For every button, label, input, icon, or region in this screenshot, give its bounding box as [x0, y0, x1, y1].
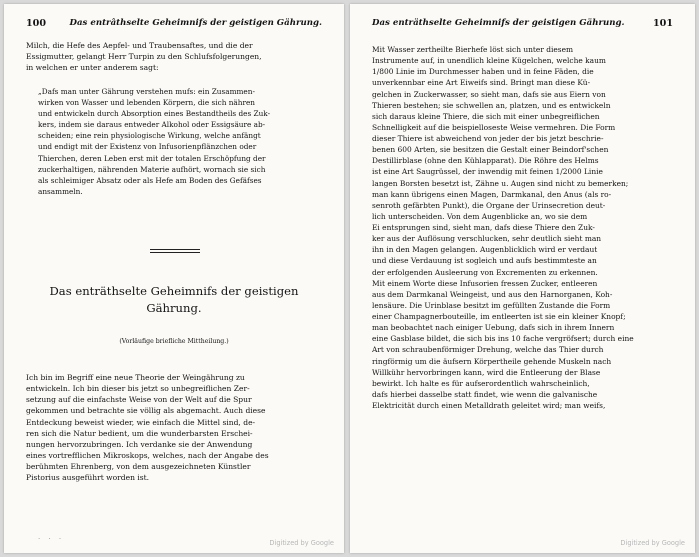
text-line: scheiden; eine rein physiologische Wirkung, welche anfängt	[38, 131, 261, 141]
text-line: eine Gasblase bildet, die sich bis ins 10 fache vergröfsert; durch eine	[372, 334, 634, 344]
text-line: Entdeckung beweist wieder, wie einfach die Mittel sind, de-	[26, 417, 256, 427]
page-number: 101	[652, 18, 673, 29]
text-line: berühmten Ehrenberg, von dem ausgezeichneten Künstler	[26, 462, 251, 472]
text-line: ringförmig um die äufsern Körpertheile gehende Muskeln nach	[372, 356, 612, 366]
intro-text	[26, 40, 322, 73]
text-line: Thieren bestehen; sie schwellen an, platzen, und es entwickeln	[372, 100, 611, 110]
text-line: einer Champagnerbouteille, im entleerten ist sie ein kleiner Knopf;	[372, 312, 626, 321]
article-subnote: (Vorläufige briefliche Mittheilung.)	[119, 338, 229, 345]
text-line: senroth gefärbten Punkt), die Organe der Urinsecretion deut-	[372, 200, 606, 210]
article-body	[26, 372, 322, 484]
text-line: Ei entsprungen sind, sieht man, dafs diese Thiere den Zuk-	[372, 223, 595, 232]
running-head	[26, 18, 322, 29]
text-line: unverkennbar eine Art Eiweifs sind. Bringt man diese Kü-	[372, 78, 591, 88]
text-line: als schleimiger Absatz oder als Hefe am Boden des Gefäfses	[38, 175, 262, 185]
page-body	[372, 44, 673, 411]
text-line: Essigmutter, gelangt Herr Turpin zu den Schlufsfolgerungen,	[26, 52, 262, 62]
text-line: dafs hierbei dasselbe statt findet, wie wenn die galvanische	[372, 389, 598, 399]
running-head	[372, 18, 673, 29]
text-line: Mit Wasser zertheilte Bierhefe löst sich unter diesem	[372, 45, 574, 54]
text-line: und entwickeln durch Absorption eines Bestandtheils des Zuk-	[38, 109, 271, 119]
text-line: man kann übrigens einen Magen, Darmkanal, den Anus (als ro-	[372, 189, 612, 199]
text-line: aus dem Darmkanal Weingeist, und aus den Harnorganen, Koh-	[372, 289, 613, 299]
page-number: 100	[26, 18, 47, 29]
text-line: lensäure. Die Urinblase besitzt im gefüllten Zustande die Form	[372, 300, 611, 310]
running-head-title: Das entrâthselte Geheimnifs der geistigen Gährung.	[69, 18, 322, 28]
left-page	[4, 4, 344, 553]
text-line: in welchen er unter anderem sagt:	[26, 63, 159, 73]
google-watermark: Digitized by Google	[269, 539, 334, 547]
text-line: ker aus der Auflösung verschlucken, sehr deutlich sieht man	[372, 234, 602, 244]
text-line: der erfolgenden Ausleerung von Excrementen zu erkennen.	[372, 267, 598, 277]
text-line: Elektricität durch einen Metalldrath geleitet wird; man weifs,	[372, 401, 606, 410]
text-line: und diese Verdauung ist sogleich und aufs bestimmteste an	[372, 256, 597, 266]
text-line: zuckerhaltigen, nährenden Materie aufhört, wornach sie sich	[38, 164, 266, 174]
text-line: Art von schraubenförmiger Drehung, welche das Thier durch	[372, 345, 604, 355]
text-line: bewirkt. Ich halte es für aufserordentlich wahrscheinlich,	[372, 378, 590, 388]
text-line: ist eine Art Saugrüssel, der inwendig mit feinen 1/2000 Linie	[372, 167, 603, 177]
text-line: ansammeln.	[38, 186, 83, 196]
page-marks: · · ·	[38, 535, 65, 543]
google-watermark: Digitized by Google	[620, 539, 685, 547]
text-line: lich unterscheiden. Von dem Augenblicke an, wo sie dem	[372, 211, 588, 221]
section-divider	[150, 252, 200, 253]
text-line: langen Borsten besetzt ist, Zähne u. Augen sind nicht zu bemerken;	[372, 178, 629, 188]
running-head-title: Das enträthselte Geheimnifs der geistigen Gährung.	[372, 18, 625, 28]
text-line: Schnelligkeit auf die beispielloseste Weise vermehren. Die Form	[372, 122, 616, 132]
text-line: Pistorius ausgeführt worden ist.	[26, 473, 150, 483]
text-line: wirken von Wasser und lebenden Körpern, die sich nähren	[38, 98, 255, 108]
article-title	[28, 283, 320, 317]
quotation	[38, 86, 320, 197]
text-line: sich daraus kleine Thiere, die sich mit einer unbegreiflichen	[372, 111, 600, 121]
text-line: kers, indem sie daraus entweder Alkohol oder Essigsäure ab-	[38, 120, 266, 130]
text-line: ihn in den Magen gelangen. Augenblicklich wird er verdaut	[372, 245, 598, 255]
article-title-line: Gährung.	[146, 301, 202, 315]
text-line: dieser Thiere ist abweichend von jeder der bis jetzt beschrie-	[372, 134, 604, 143]
text-line: benen 600 Arten, sie besitzen die Gestalt einer Beindorf'schen	[372, 145, 609, 155]
text-line: man beobachtet nach einiger Uebung, dafs sich in ihrem Innern	[372, 323, 615, 333]
text-line: entwickeln. Ich bin dieser bis jetzt so unbegreiflichen Zer-	[26, 384, 250, 394]
text-line: gelchen in Zuckerwasser, so sieht man, dafs sie aus Eiern von	[372, 89, 606, 99]
text-line: Thierchen, deren Leben erst mit der totalen Erschöpfung der	[38, 153, 266, 163]
article-title-line: Das enträthselte Geheimnifs der geistigen	[49, 284, 299, 298]
text-line: setzung auf die einfachste Weise von der Welt auf die Spur	[26, 395, 252, 405]
text-line: eines vortrefflichen Mikroskops, welches, nach der Angabe des	[26, 451, 269, 461]
text-line: „Dafs man unter Gährung verstehen mufs: ein Zusammen-	[38, 87, 255, 96]
text-line: gekommen und betrachte sie völlig als abgemacht. Auch diese	[26, 406, 266, 416]
text-line: und endigt mit der Existenz von Infusorienpflänzchen oder	[38, 142, 257, 152]
text-line: Milch, die Hefe des Aepfel- und Traubensaftes, und die der	[26, 41, 253, 50]
text-line: Willkühr hervorbringen kann, wird die Entleerung der Blase	[372, 367, 601, 377]
text-line: ren sich die Natur bedient, um die wunderbarsten Erschei-	[26, 428, 253, 438]
text-line: Instrumente auf, in unendlich kleine Kügelchen, welche kaum	[372, 56, 606, 66]
text-line: 1/800 Linie im Durchmesser haben und in feine Fäden, die	[372, 67, 594, 77]
text-line: nungen hervorzubringen. Ich verdanke sie der Anwendung	[26, 439, 253, 449]
text-line: Ich bin im Begriff eine neue Theorie der Weingährung zu	[26, 373, 245, 382]
text-line: Destillirblase (ohne den Kühlapparat). Die Röhre des Helms	[372, 156, 599, 166]
right-page	[350, 4, 695, 553]
text-line: Mit einem Worte diese Infusorien fressen Zucker, entleeren	[372, 278, 598, 288]
section-divider	[150, 249, 200, 250]
